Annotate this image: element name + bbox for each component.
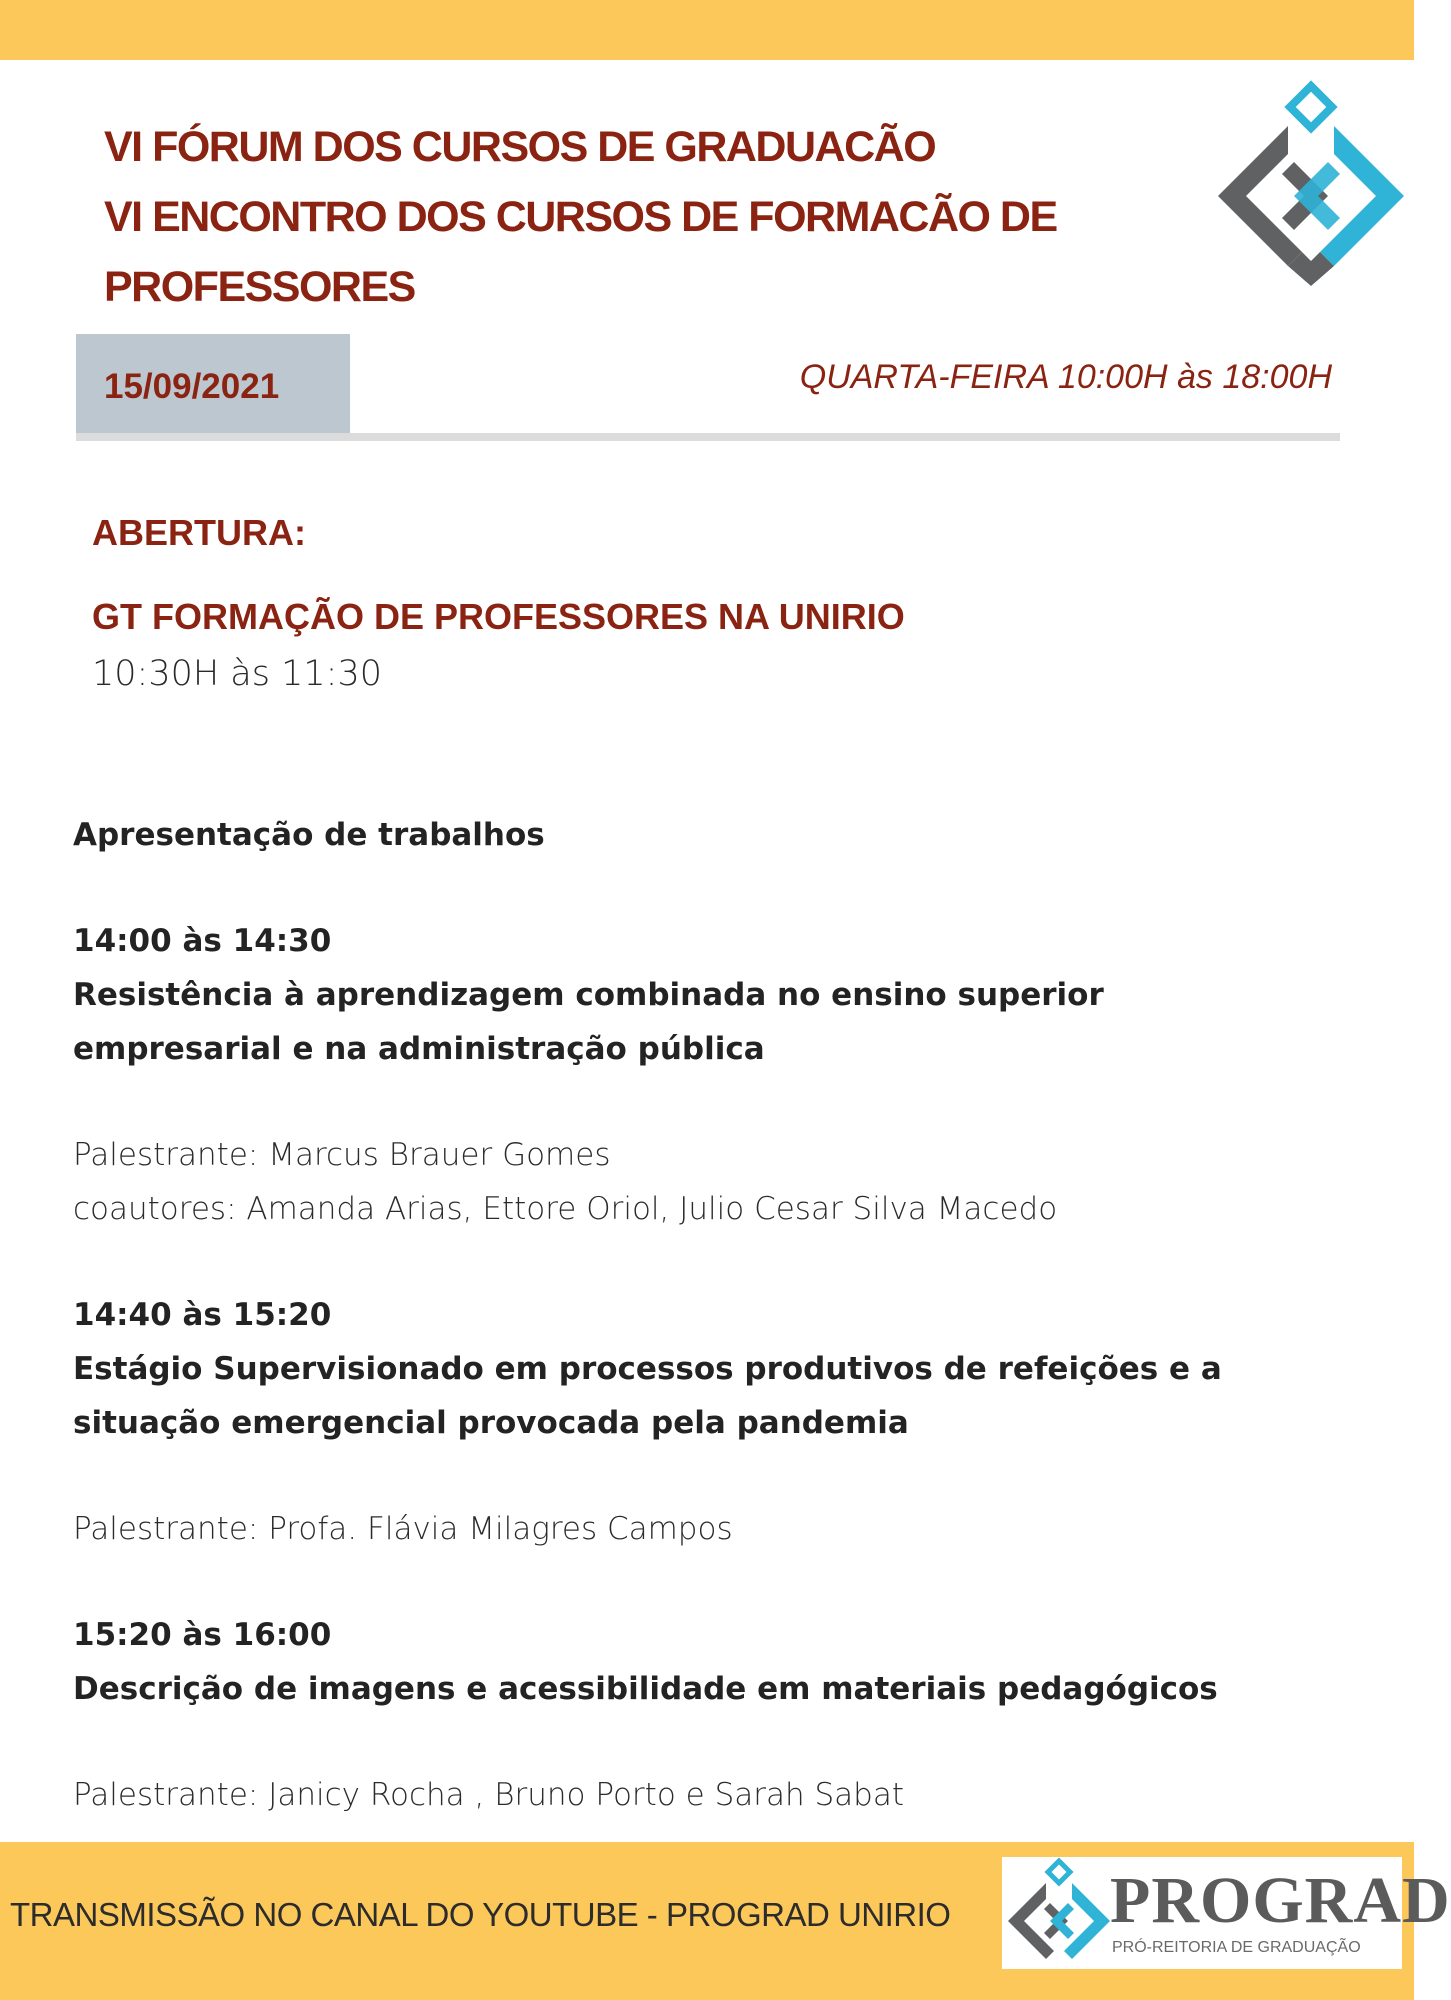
event-title-line-3: PROFESSORES [104, 263, 415, 311]
session-title-line: Estágio Supervisionado em processos produtivos de refeições e a [73, 1351, 1222, 1387]
program-heading: Apresentação de trabalhos [73, 817, 545, 853]
session-coauthors: coautores: Amanda Arias, Ettore Oriol, Julio Cesar Silva Macedo [73, 1191, 1058, 1227]
session-1 [73, 914, 1373, 1236]
session-title-line: Resistência à aprendizagem combinada no ensino superior [73, 977, 1104, 1013]
opening-label: ABERTURA: [92, 512, 306, 553]
session-time: 14:40 às 15:20 [73, 1297, 332, 1333]
session-speaker: Palestrante: Marcus Brauer Gomes [73, 1137, 611, 1173]
session-speaker: Palestrante: Janicy Rocha , Bruno Porto e Sarah Sabat [73, 1777, 904, 1813]
prograd-subtitle: PRÓ-REITORIA DE GRADUAÇÃO [1112, 1939, 1361, 1956]
session-time: 15:20 às 16:00 [73, 1617, 332, 1653]
prograd-logo [1002, 1857, 1451, 1969]
session-3 [73, 1608, 1373, 1822]
broadcast-notice: TRANSMISSÃO NO CANAL DO YOUTUBE - PROGRAD UNIRIO [10, 1896, 951, 1933]
session-title-line: empresarial e na administração pública [73, 1031, 765, 1067]
event-title [104, 112, 1104, 322]
event-weekday-time: QUARTA-FEIRA 10:00H às 18:00H [799, 358, 1332, 396]
session-time: 14:00 às 14:30 [73, 923, 332, 959]
session-title-line: situação emergencial provocada pela pandemia [73, 1405, 909, 1441]
event-date: 15/09/2021 [76, 334, 350, 440]
event-title-line-1: VI FÓRUM DOS CURSOS DE GRADUACÃO [104, 123, 936, 171]
session-speaker: Palestrante: Profa. Flávia Milagres Campos [73, 1511, 733, 1547]
prograd-logo-icon [1004, 1859, 1114, 1967]
opening-title: GT FORMAÇÃO DE PROFESSORES NA UNIRIO [92, 596, 905, 637]
event-title-line-2: VI ENCONTRO DOS CURSOS DE FORMACÃO DE [104, 193, 1057, 241]
session-title-line: Descrição de imagens e acessibilidade em materiais pedagógicos [73, 1671, 1218, 1707]
divider [76, 433, 1340, 441]
top-accent-band [0, 0, 1414, 60]
opening-time: 10:30H às 11:30 [92, 654, 382, 694]
session-2 [73, 1288, 1373, 1556]
prograd-wordmark: PROGRAD [1110, 1864, 1451, 1937]
program [73, 808, 1373, 1822]
unirio-logo-icon [1216, 84, 1406, 286]
